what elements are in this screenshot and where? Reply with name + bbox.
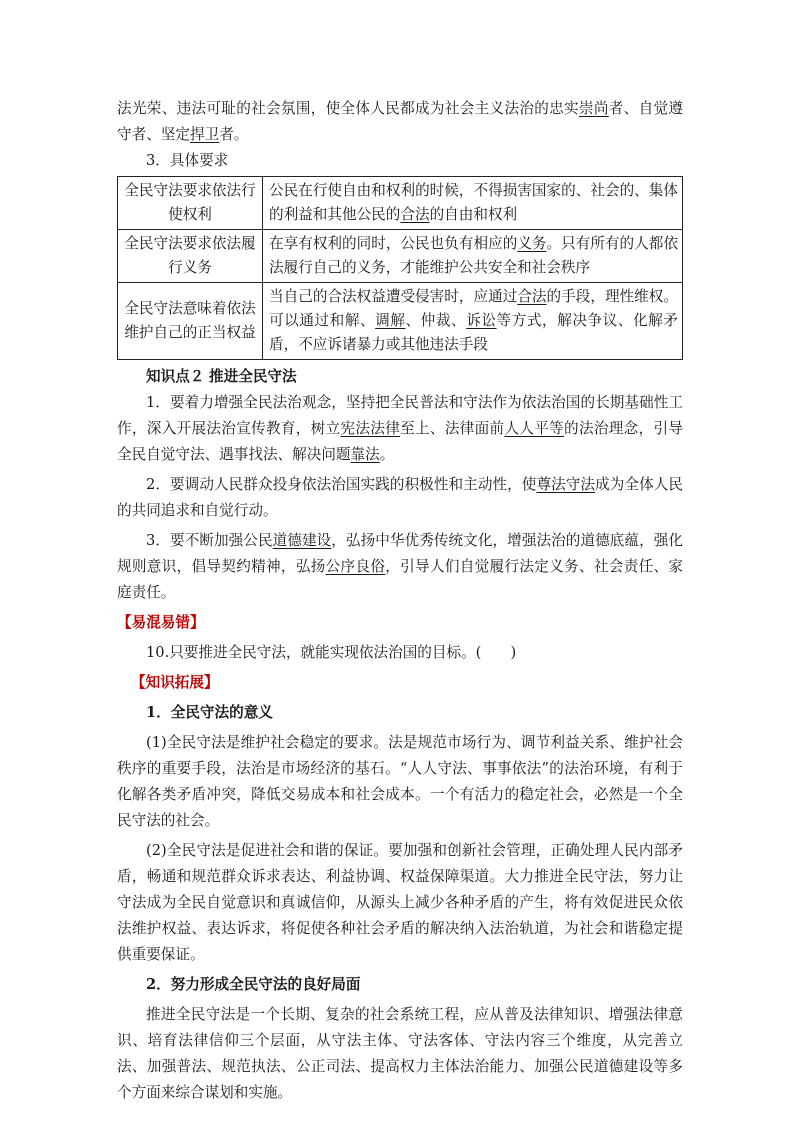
question-10: 10.只要推进全民守法，就能实现依法治国的目标。( ) xyxy=(146,644,517,661)
table-cell-left: 全民守法要求依法行使权利 xyxy=(118,177,263,230)
expand-section2-title: 2．努力形成全民守法的良好局面 xyxy=(146,976,361,993)
point2-item-2 xyxy=(117,472,683,524)
cell-text: 、仲裁、 xyxy=(405,312,467,329)
table-row xyxy=(118,177,683,230)
expand-section1-title: 1．全民守法的意义 xyxy=(146,704,273,721)
point2-heading xyxy=(117,364,683,390)
cell-text: 。只有所有的人都依法履行自己的义务，才能维护公共安全和社会秩序 xyxy=(269,235,678,276)
item-text: 1．要着力增强全民法治观念，坚持把全民普法和守法作为依法治国的长期基础性工作，深入开展法治宣传教育，树立 xyxy=(117,394,683,437)
intro-underline-1: 崇尚 xyxy=(578,100,609,117)
item-text: 3．要不断加强公民 xyxy=(146,532,273,549)
requirements-table xyxy=(117,176,683,360)
section3-title: 3．具体要求 xyxy=(146,152,229,169)
cell-text: 等方式，解决争议、化解矛盾，不应诉诸暴力或其他违法手段 xyxy=(269,312,678,353)
confusion-heading: 【易混易错】 xyxy=(117,614,205,631)
expand-section1-para2: (2)全民守法是促进社会和谐的保证。要加强和创新社会管理，正确处理人民内部矛盾，畅通和规范群众诉求表达、利益协调、权益保障渠道。大力推进全民守法，努力让守法成为全民自觉意识和真诚信仰，从源头上减少各种矛盾的产生，将有效促进民众依法维护权益、表达诉求，将促使各种社会矛盾的解决纳入法治轨道，为社会和谐稳定提供重要保证。 xyxy=(117,842,683,963)
expand-section1-para1: (1)全民守法是维护社会稳定的要求。法是规范市场行为、调节利益关系、维护社会秩序的重要手段，法治是市场经济的基石。“人人守法、事事依法”的法治环境，有利于化解各类矛盾冲突，降低交易成本和社会成本。一个有活力的稳定社会，必然是一个全民守法的社会。 xyxy=(117,734,683,829)
intro-paragraph xyxy=(117,96,683,148)
item-text: ，引导人们自觉履行法定义务、社会责任、家庭责任。 xyxy=(117,558,683,601)
item-text: 。 xyxy=(379,446,395,463)
table-cell-right xyxy=(263,283,683,360)
cell-text: 公民在行使自由和权利的时候，不得损害国家的、社会的、集体的利益和其他公民的 xyxy=(269,182,678,223)
item-text: 的法治理念，引导全民自觉守法、遇事找法、解决问题 xyxy=(117,420,683,463)
cell-underline: 调解 xyxy=(375,312,406,329)
item-underline: 靠法 xyxy=(350,446,380,463)
item-underline: 道德建设 xyxy=(272,532,332,549)
cell-text: 的自由和权利 xyxy=(429,206,518,223)
cell-underline: 合法 xyxy=(517,288,547,305)
item-underline: 公序良俗 xyxy=(325,558,386,575)
cell-underline: 诉讼 xyxy=(466,312,497,329)
intro-text-a: 法光荣、违法可耻的社会氛围，使全体人民都成为社会主义法治的忠实 xyxy=(117,100,579,117)
intro-underline-2: 捍卫 xyxy=(189,126,220,143)
item-underline: 宪法法律 xyxy=(340,420,401,437)
table-row xyxy=(118,230,683,283)
item-underline: 人人平等 xyxy=(504,420,565,437)
expand-heading: 【知识拓展】 xyxy=(131,674,219,691)
table-cell-left: 全民守法意味着依法维护自己的正当权益 xyxy=(118,283,263,360)
table-cell-right xyxy=(263,177,683,230)
cell-text: 当自己的合法权益遭受侵害时，应通过 xyxy=(269,288,518,305)
point2-label: 知识点２ xyxy=(146,368,205,385)
document-page xyxy=(117,96,683,1106)
cell-text: 的手段，理性维权。可以通过和解、 xyxy=(269,288,678,329)
item-text: 2．要调动人民群众投身依法治国实践的积极性和主动性，使 xyxy=(146,476,537,493)
table-cell-right xyxy=(263,230,683,283)
table-row xyxy=(118,283,683,360)
point2-item-3 xyxy=(117,528,683,606)
intro-text-c: 者。 xyxy=(219,126,249,143)
cell-underline: 合法 xyxy=(400,206,430,223)
point2-item-1 xyxy=(117,390,683,468)
cell-text: 在享有权利的同时，公民也负有相应的 xyxy=(269,235,518,252)
expand-section2-para1: 推进全民守法是一个长期、复杂的社会系统工程，应从普及法律知识、增强法律意识、培育法律信仰三个层面，从守法主体、守法客体、守法内容三个维度，从完善立法、加强普法、规范执法、公正司法、提高权力主体法治能力、加强公民道德建设等多个方面来综合谋划和实施。 xyxy=(117,1006,683,1101)
point2-title: 推进全民守法 xyxy=(209,368,297,385)
item-underline: 尊法守法 xyxy=(536,476,596,493)
cell-underline: 义务 xyxy=(517,235,547,252)
table-cell-left: 全民守法要求依法履行义务 xyxy=(118,230,263,283)
item-text: 成为全体人民的共同追求和自觉行动。 xyxy=(117,476,683,519)
item-text: 至上、法律面前 xyxy=(400,420,505,437)
item-text: ，弘扬中华优秀传统文化，增强法治的道德底蕴，强化规则意识，倡导契约精神，弘扬 xyxy=(117,532,683,575)
intro-text-b: 者、自觉遵守者、坚定 xyxy=(117,100,683,143)
